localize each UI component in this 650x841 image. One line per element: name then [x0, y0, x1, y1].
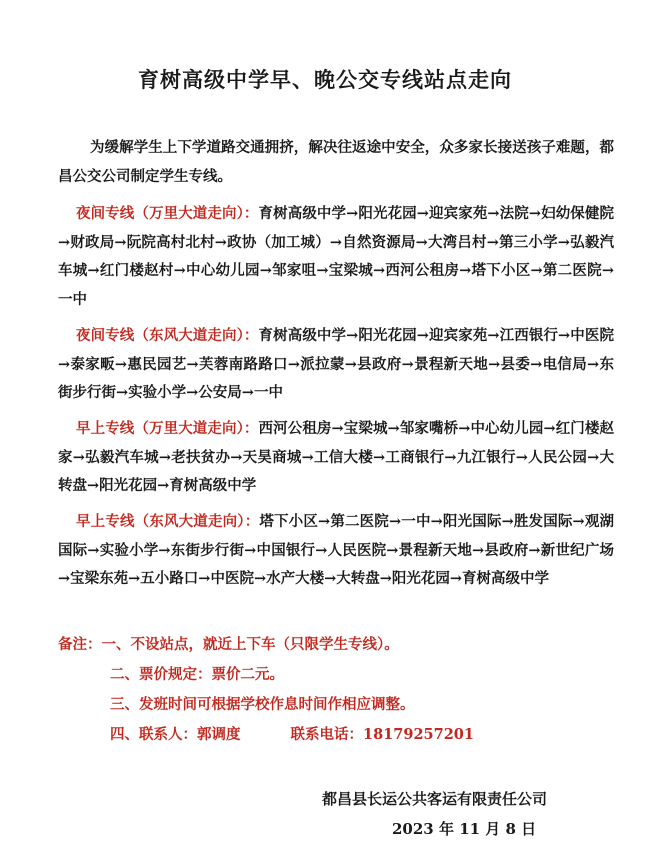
route-night-dongfeng [58, 322, 614, 408]
route-label: 早上专线（东风大道走向）： [76, 513, 260, 530]
route-stops: 育树高级中学→阳光花园→迎宾家苑→法院→妇幼保健院→财政局→阮院高村北村→政协（加工城）→自然资源局→大湾吕村→第三小学→弘毅汽车城→红门楼赵村→中心幼儿园→邹家咀→宝梁城→西河公租房→塔下小区→第二医院→一中 [58, 205, 614, 308]
intro-paragraph: 为缓解学生上下学道路交通拥挤，解决往返途中安全，众多家长接送孩子难题，都昌公交公司制定学生专线。 [58, 139, 614, 185]
route-label: 夜间专线（东风大道走向）： [76, 327, 259, 344]
route-stops: 塔下小区→第二医院→一中→阳光国际→胜发国际→观湖国际→实验小学→东街步行街→中国银行→人民医院→景程新天地→县政府→新世纪广场→宝梁东苑→五小路口→中医院→水产大楼→大转盘→阳光花园→育树高级中学 [58, 513, 614, 588]
contact-phone: 联系电话：18179257201 [290, 726, 474, 743]
notes-section [58, 630, 614, 750]
issue-date: 2023 年 11 月 8 日 [392, 820, 537, 838]
page-title: 育树高级中学早、晚公交专线站点走向 [138, 67, 512, 92]
contact-person: 四、联系人：郭调度 [110, 726, 241, 743]
note-2: 二、票价规定：票价二元。 [110, 666, 284, 683]
note-4 [58, 720, 614, 750]
route-morning-wanli [58, 415, 614, 501]
note-3: 三、发班时间可根据学校作息时间作相应调整。 [110, 696, 415, 713]
route-label: 夜间专线（万里大道走向）： [76, 205, 259, 222]
route-morning-dongfeng [58, 508, 614, 594]
route-night-wanli [58, 200, 614, 314]
route-stops: 西河公租房→宝梁城→邹家嘴桥→中心幼儿园→红门楼赵家→弘毅汽车城→老扶贫办→天昊商城→工信大楼→工商银行→九江银行→人民公园→大转盘→阳光花园→育树高级中学 [58, 420, 614, 495]
note-1: 备注：一、不设站点，就近上下车（只限学生专线）。 [58, 636, 399, 653]
route-label: 早上专线（万里大道走向）： [76, 420, 259, 437]
route-stops: 育树高级中学→阳光花园→迎宾家苑→江西银行→中医院→泰家畈→惠民园艺→芙蓉南路路口→派拉蒙→县政府→景程新天地→县委→电信局→东街步行街→实验小学→公安局→一中 [58, 327, 614, 402]
company-name: 都昌县长运公共客运有限责任公司 [322, 790, 548, 808]
